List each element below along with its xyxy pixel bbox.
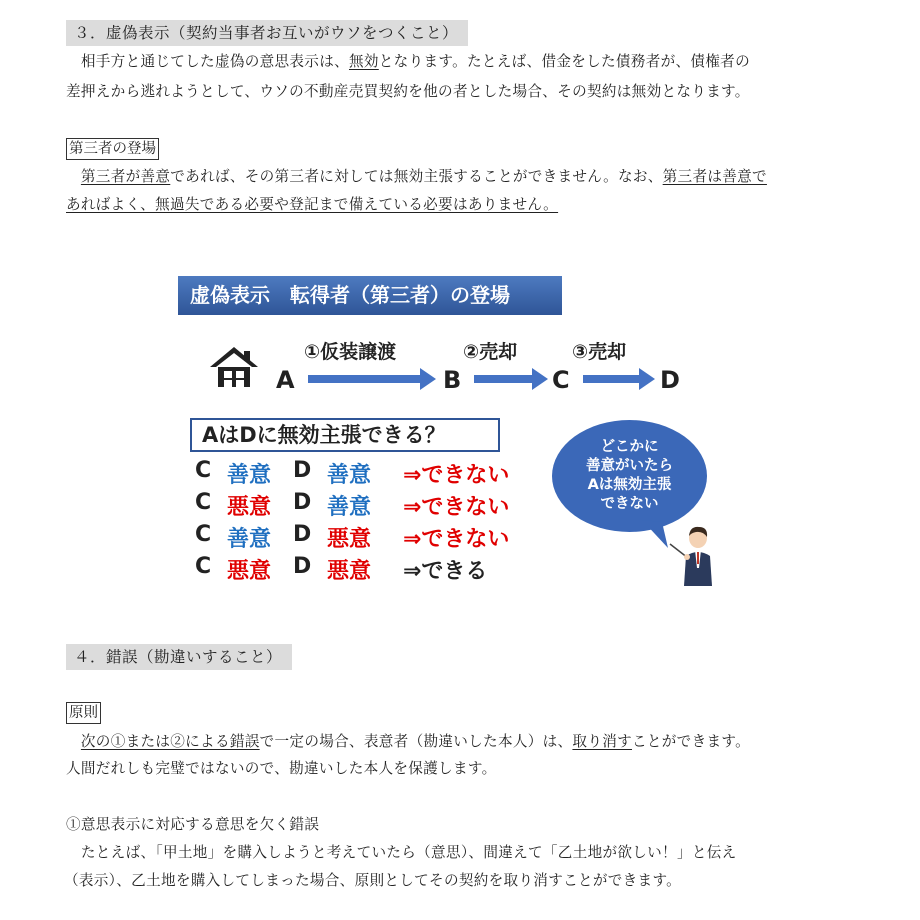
diagram-title: 虚偽表示 転得者（第三者）の登場 [178,276,562,315]
principle-label: 原則 [66,702,101,724]
party-a: A [276,366,295,394]
text-span [66,733,81,750]
row-result: ⇒できる [403,559,488,584]
bubble-line: どこかに [600,439,659,455]
row-d-label: D [293,554,312,579]
bubble-line: できない [600,496,659,512]
arrow-b-to-c [474,368,550,390]
principle-line1 [66,729,750,755]
underlined-text: 無効 [348,53,379,70]
subsection1-line2: （表示）、乙土地を購入してしまった場合、原則としてその契約を取り消すことができます。 [64,872,682,889]
row-d-state: 善意 [327,463,372,488]
bubble-line: Aは無効主張 [587,477,672,493]
underlined-text: 第三者は善意で [662,168,767,185]
row-c-state: 悪意 [227,495,272,520]
row-c-label: C [195,522,212,547]
text-span: であれば、その第三者に対しては無効主張することができません。なお、 [170,168,663,185]
third-party-line1 [66,164,767,190]
row-result: ⇒できない [403,463,510,488]
arrow-label-1: ①仮装譲渡 [304,341,397,363]
subsection1-title: ①意思表示に対応する意思を欠く錯誤 [66,816,320,833]
row-c-label: C [195,490,212,515]
row-d-label: D [293,522,312,547]
row-c-state: 善意 [227,527,272,552]
row-c-label: C [195,554,212,579]
speech-bubble [552,420,707,532]
party-d: D [660,366,680,394]
underlined-text: 次の①または②による錯誤 [80,733,260,750]
underlined-text: 取り消す [572,733,632,750]
third-party-line2: あればよく、無過失である必要や登記まで備えている必要はありません。 [66,196,559,213]
text-span: 相手方と通じてした虚偽の意思表示は、 [66,53,349,70]
text-span: となります。たとえば、借金をした債務者が、債権者の [378,53,750,70]
row-d-state: 善意 [327,495,372,520]
principle-line2: 人間だれしも完璧ではないので、勘違いした本人を保護します。 [66,760,497,777]
section3-heading: ３．虚偽表示（契約当事者お互いがウソをつくこと） [66,20,468,46]
row-c-state: 悪意 [227,559,272,584]
bubble-line: 善意がいたら [586,458,673,474]
presenter-icon [668,524,722,586]
row-result: ⇒できない [403,527,510,552]
subsection1-line1: たとえば、「甲土地」を購入しようと考えていたら（意思）、間違えて「乙土地が欲しい！」と伝え [66,844,737,861]
question-box: AはDに無効主張できる？ [190,418,500,452]
bubble-tail-icon [640,520,670,550]
section3-paragraph-line2: 差押えから逃れようとして、ウソの不動産売買契約を他の者とした場合、その契約は無効となります。 [66,83,750,100]
section3-paragraph-line1 [66,49,750,75]
house-icon [208,345,260,389]
text-span: で一定の場合、表意者（勘違いした本人）は、 [259,733,573,750]
underlined-text: 第三者が善意 [80,168,171,185]
section4-heading: ４．錯誤（勘違いすること） [66,644,292,670]
arrow-label-3: ③売却 [572,341,627,363]
row-c-state: 善意 [227,463,272,488]
row-result: ⇒できない [403,495,510,520]
row-d-label: D [293,490,312,515]
party-c: C [552,366,570,394]
arrow-a-to-b [308,368,438,390]
third-party-label: 第三者の登場 [66,138,159,160]
row-c-label: C [195,458,212,483]
text-span: ことができます。 [632,733,750,750]
party-b: B [443,366,462,394]
row-d-label: D [293,458,312,483]
arrow-c-to-d [583,368,657,390]
row-d-state: 悪意 [327,559,372,584]
arrow-label-2: ②売却 [463,341,518,363]
row-d-state: 悪意 [327,527,372,552]
